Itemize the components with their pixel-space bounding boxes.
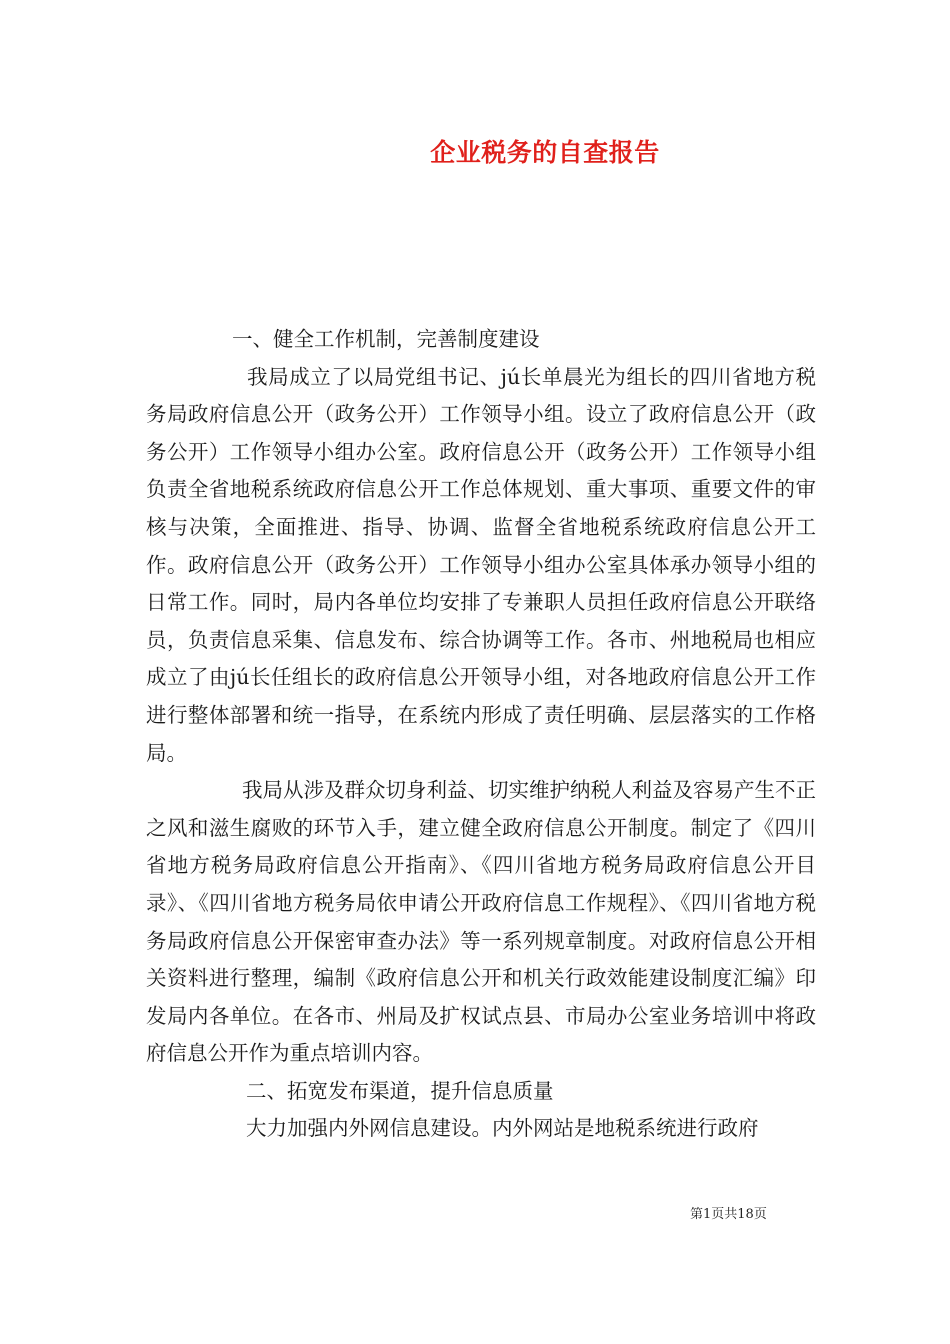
- section-heading-2: 二、拓宽发布渠道，提升信息质量: [246, 1078, 554, 1103]
- document-body: [146, 321, 816, 1148]
- paragraph-1: 我局成立了以局党组书记、jú长单晨光为组长的四川省地方税务局政府信息公开（政务公开）工作领导小组。设立了政府信息公开（政务公开）工作领导小组办公室。政府信息公开（政务公开）工作领导小组负责全省地税系统政府信息公开工作总体规划、重大事项、重要文件的审核与决策，全面推进、指导、协调、监督全省地税系统政府信息公开工作。政府信息公开（政务公开）工作领导小组办公室具体承办领导小组的日常工作。同时，局内各单位均安排了专兼职人员担任政府信息公开联络员，负责信息采集、信息发布、综合协调等工作。各市、州地税局也相应成立了由jú长任组长的政府信息公开领导小组，对各地政府信息公开工作进行整体部署和统一指导，在系统内形成了责任明确、层层落实的工作格局。: [146, 364, 816, 765]
- section-heading-1: 一、健全工作机制，完善制度建设: [232, 327, 540, 351]
- paragraph-3: 大力加强内外网信息建设。内外网站是地税系统进行政府: [246, 1116, 759, 1141]
- paragraph-2: 我局从涉及群众切身利益、切实维护纳税人利益及容易产生不正之风和滋生腐败的环节入手，建立健全政府信息公开制度。制定了《四川省地方税务局政府信息公开指南》、《四川省地方税务局政府信息公开目录》、《四川省地方税务局依申请公开政府信息工作规程》、《四川省地方税务局政府信息公开保密审查办法》等一系列规章制度。对政府信息公开相关资料进行整理，编制《政府信息公开和机关行政效能建设制度汇编》印发局内各单位。在各市、州局及扩权试点县、市局办公室业务培训中将政府信息公开作为重点培训内容。: [146, 778, 816, 1066]
- page-number: 第1页共18页: [690, 1207, 767, 1222]
- document-title: 企业税务的自查报告: [430, 138, 660, 167]
